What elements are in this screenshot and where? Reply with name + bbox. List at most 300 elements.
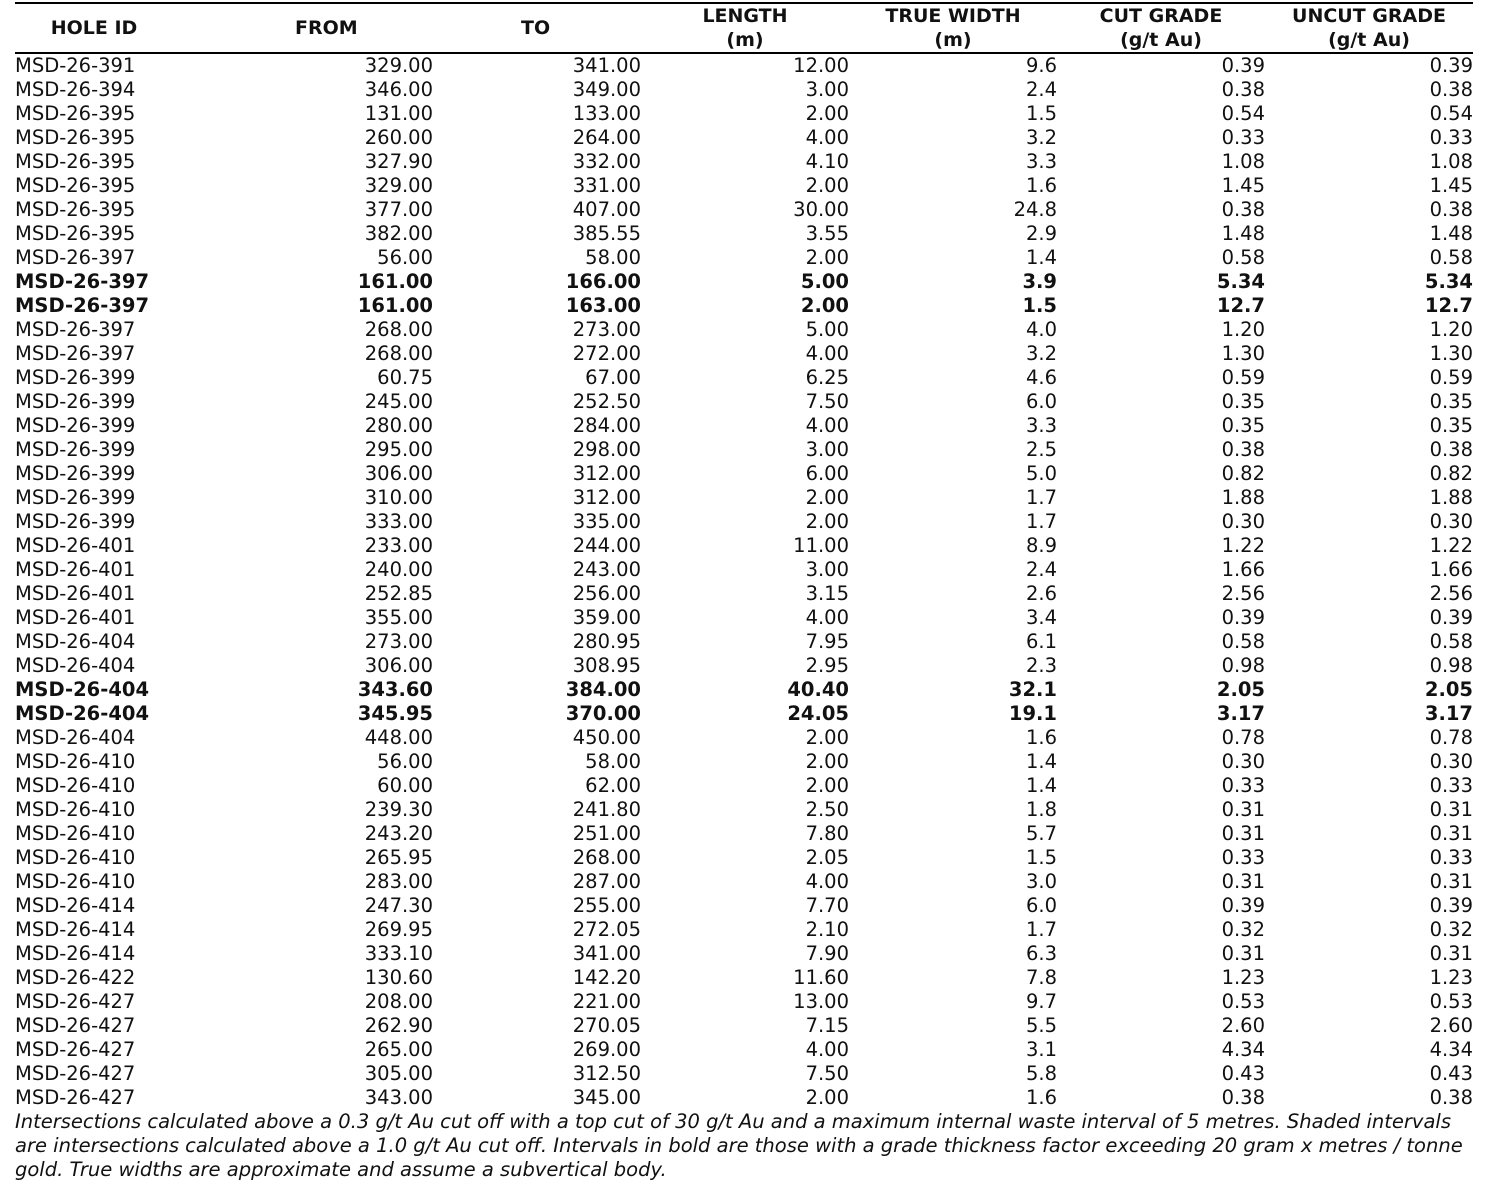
cell-to: 312.50: [572, 1062, 641, 1085]
cell-cut-grade: 0.43: [1221, 1062, 1265, 1085]
cell-length: 2.00: [805, 1086, 849, 1109]
cell-true-width: 3.3: [1025, 414, 1057, 437]
cell-true-width: 4.6: [1025, 366, 1057, 389]
cell-length: 7.80: [805, 822, 849, 845]
cell-hole-id: MSD-26-410: [15, 750, 136, 773]
cell-to: 335.00: [572, 510, 641, 533]
cell-length: 2.00: [805, 246, 849, 269]
cell-to: 58.00: [585, 750, 641, 773]
cell-uncut-grade: 0.33: [1429, 774, 1473, 797]
cell-from: 56.00: [377, 750, 433, 773]
cell-length: 4.00: [805, 342, 849, 365]
cell-length: 3.15: [805, 582, 849, 605]
header-from: FROM: [173, 4, 433, 53]
cell-from: 295.00: [364, 438, 433, 461]
table-row: [15, 486, 1473, 510]
cell-hole-id: MSD-26-427: [15, 1038, 136, 1061]
cell-cut-grade: 0.58: [1221, 246, 1265, 269]
cell-from: 252.85: [364, 582, 433, 605]
cell-uncut-grade: 0.30: [1429, 510, 1473, 533]
cell-length: 40.40: [787, 678, 849, 701]
cell-true-width: 1.6: [1025, 726, 1057, 749]
cell-length: 3.00: [805, 558, 849, 581]
table-row: [15, 294, 1473, 318]
cell-from: 346.00: [364, 78, 433, 101]
table-row: [15, 366, 1473, 390]
table-row: [15, 150, 1473, 174]
cell-true-width: 19.1: [1008, 702, 1057, 725]
cell-from: 262.90: [364, 1014, 433, 1037]
cell-from: 268.00: [364, 318, 433, 341]
table-row: [15, 78, 1473, 102]
cell-cut-grade: 5.34: [1216, 270, 1265, 293]
cell-from: 448.00: [364, 726, 433, 749]
cell-length: 4.10: [805, 150, 849, 173]
table-row: [15, 174, 1473, 198]
cell-length: 2.00: [800, 294, 849, 317]
cell-from: 333.10: [364, 942, 433, 965]
cell-cut-grade: 0.31: [1221, 942, 1265, 965]
table-row: [15, 990, 1473, 1014]
cell-true-width: 32.1: [1008, 678, 1057, 701]
cell-hole-id: MSD-26-395: [15, 198, 136, 221]
cell-to: 58.00: [585, 246, 641, 269]
cell-hole-id: MSD-26-397: [15, 342, 136, 365]
cell-uncut-grade: 0.58: [1429, 630, 1473, 653]
cell-uncut-grade: 0.38: [1429, 198, 1473, 221]
cell-true-width: 5.5: [1025, 1014, 1057, 1037]
cell-uncut-grade: 0.31: [1429, 798, 1473, 821]
cell-true-width: 6.0: [1025, 390, 1057, 413]
cell-cut-grade: 0.82: [1221, 462, 1265, 485]
cell-hole-id: MSD-26-397: [15, 294, 150, 317]
cell-cut-grade: 0.98: [1221, 654, 1265, 677]
cell-length: 2.00: [805, 486, 849, 509]
cell-cut-grade: 2.05: [1216, 678, 1265, 701]
cell-true-width: 3.3: [1025, 150, 1057, 173]
cell-hole-id: MSD-26-394: [15, 78, 136, 101]
cell-to: 407.00: [572, 198, 641, 221]
cell-true-width: 1.7: [1025, 918, 1057, 941]
cell-uncut-grade: 0.53: [1429, 990, 1473, 1013]
cell-hole-id: MSD-26-401: [15, 582, 136, 605]
cell-cut-grade: 12.7: [1216, 294, 1265, 317]
cell-to: 268.00: [572, 846, 641, 869]
cell-length: 2.00: [805, 774, 849, 797]
cell-true-width: 3.4: [1025, 606, 1057, 629]
cell-uncut-grade: 0.30: [1429, 750, 1473, 773]
table-row: [15, 942, 1473, 966]
cell-uncut-grade: 1.23: [1429, 966, 1473, 989]
cell-uncut-grade: 0.82: [1429, 462, 1473, 485]
cell-uncut-grade: 0.43: [1429, 1062, 1473, 1085]
cell-to: 308.95: [572, 654, 641, 677]
table-row: [15, 342, 1473, 366]
table-row: [15, 678, 1473, 702]
table-row: [15, 390, 1473, 414]
cell-cut-grade: 0.39: [1221, 894, 1265, 917]
table-row: [15, 822, 1473, 846]
cell-to: 332.00: [572, 150, 641, 173]
cell-true-width: 3.2: [1025, 126, 1057, 149]
cell-true-width: 3.0: [1025, 870, 1057, 893]
cell-true-width: 1.5: [1025, 102, 1057, 125]
cell-cut-grade: 3.17: [1216, 702, 1265, 725]
cell-cut-grade: 1.20: [1221, 318, 1265, 341]
cell-hole-id: MSD-26-427: [15, 1062, 136, 1085]
cell-length: 3.00: [805, 78, 849, 101]
table-row: [15, 198, 1473, 222]
cell-from: 305.00: [364, 1062, 433, 1085]
cell-hole-id: MSD-26-427: [15, 1014, 136, 1037]
cell-hole-id: MSD-26-397: [15, 246, 136, 269]
cell-length: 24.05: [787, 702, 849, 725]
cell-uncut-grade: 1.48: [1429, 222, 1473, 245]
cell-to: 142.20: [572, 966, 641, 989]
cell-from: 310.00: [364, 486, 433, 509]
cell-uncut-grade: 0.33: [1429, 846, 1473, 869]
cell-to: 244.00: [572, 534, 641, 557]
header-to: TO: [433, 4, 641, 53]
cell-to: 243.00: [572, 558, 641, 581]
cell-to: 384.00: [565, 678, 641, 701]
cell-true-width: 1.6: [1025, 1086, 1057, 1109]
cell-cut-grade: 0.31: [1221, 798, 1265, 821]
cell-from: 355.00: [364, 606, 433, 629]
cell-hole-id: MSD-26-399: [15, 390, 136, 413]
cell-cut-grade: 1.66: [1221, 558, 1265, 581]
cell-from: 273.00: [364, 630, 433, 653]
cell-cut-grade: 1.88: [1221, 486, 1265, 509]
cell-length: 2.00: [805, 510, 849, 533]
cell-hole-id: MSD-26-410: [15, 774, 136, 797]
cell-from: 345.95: [357, 702, 433, 725]
cell-uncut-grade: 1.88: [1429, 486, 1473, 509]
cell-from: 239.30: [364, 798, 433, 821]
cell-true-width: 24.8: [1013, 198, 1057, 221]
cell-true-width: 9.6: [1025, 54, 1057, 77]
cell-from: 306.00: [364, 462, 433, 485]
cell-from: 161.00: [357, 294, 433, 317]
cell-hole-id: MSD-26-410: [15, 822, 136, 845]
cell-to: 298.00: [572, 438, 641, 461]
cell-hole-id: MSD-26-404: [15, 678, 150, 701]
cell-uncut-grade: 0.31: [1429, 942, 1473, 965]
cell-length: 11.00: [793, 534, 849, 557]
cell-hole-id: MSD-26-399: [15, 462, 136, 485]
cell-hole-id: MSD-26-401: [15, 558, 136, 581]
cell-true-width: 1.4: [1025, 774, 1057, 797]
cell-to: 280.95: [572, 630, 641, 653]
cell-to: 251.00: [572, 822, 641, 845]
table-row: [15, 798, 1473, 822]
cell-uncut-grade: 0.39: [1429, 606, 1473, 629]
cell-length: 12.00: [793, 54, 849, 77]
cell-from: 130.60: [364, 966, 433, 989]
cell-from: 233.00: [364, 534, 433, 557]
cell-uncut-grade: 0.31: [1429, 870, 1473, 893]
cell-uncut-grade: 1.30: [1429, 342, 1473, 365]
cell-hole-id: MSD-26-391: [15, 54, 136, 77]
cell-from: 343.60: [357, 678, 433, 701]
cell-length: 7.15: [805, 1014, 849, 1037]
cell-hole-id: MSD-26-399: [15, 486, 136, 509]
cell-hole-id: MSD-26-404: [15, 630, 136, 653]
table-row: [15, 318, 1473, 342]
cell-from: 131.00: [364, 102, 433, 125]
cell-from: 327.90: [364, 150, 433, 173]
cell-cut-grade: 0.78: [1221, 726, 1265, 749]
cell-cut-grade: 0.31: [1221, 870, 1265, 893]
cell-cut-grade: 0.38: [1221, 198, 1265, 221]
cell-true-width: 6.3: [1025, 942, 1057, 965]
cell-from: 56.00: [377, 246, 433, 269]
cell-true-width: 1.7: [1025, 510, 1057, 533]
table-row: [15, 222, 1473, 246]
cell-uncut-grade: 0.39: [1429, 54, 1473, 77]
cell-cut-grade: 0.33: [1221, 774, 1265, 797]
cell-cut-grade: 0.32: [1221, 918, 1265, 941]
cell-cut-grade: 0.39: [1221, 606, 1265, 629]
cell-cut-grade: 1.08: [1221, 150, 1265, 173]
table-row: [15, 966, 1473, 990]
cell-to: 163.00: [565, 294, 641, 317]
table-row: [15, 846, 1473, 870]
cell-from: 329.00: [364, 174, 433, 197]
cell-cut-grade: 0.33: [1221, 846, 1265, 869]
cell-uncut-grade: 2.60: [1429, 1014, 1473, 1037]
cell-to: 312.00: [572, 486, 641, 509]
cell-cut-grade: 2.60: [1221, 1014, 1265, 1037]
cell-length: 3.55: [805, 222, 849, 245]
cell-uncut-grade: 0.31: [1429, 822, 1473, 845]
table-row: [15, 894, 1473, 918]
cell-cut-grade: 0.38: [1221, 438, 1265, 461]
cell-uncut-grade: 1.22: [1429, 534, 1473, 557]
cell-cut-grade: 0.30: [1221, 750, 1265, 773]
cell-to: 67.00: [585, 366, 641, 389]
cell-uncut-grade: 0.38: [1429, 78, 1473, 101]
cell-cut-grade: 0.38: [1221, 78, 1265, 101]
table-row: [15, 438, 1473, 462]
cell-true-width: 1.8: [1025, 798, 1057, 821]
header-uncut-grade: UNCUT GRADE (g/t Au): [1265, 4, 1473, 53]
cell-length: 2.95: [805, 654, 849, 677]
header-true-width: TRUE WIDTH (m): [849, 4, 1057, 53]
cell-to: 287.00: [572, 870, 641, 893]
cell-uncut-grade: 1.66: [1429, 558, 1473, 581]
cell-to: 270.05: [572, 1014, 641, 1037]
cell-cut-grade: 0.35: [1221, 414, 1265, 437]
cell-uncut-grade: 0.39: [1429, 894, 1473, 917]
table-row: [15, 918, 1473, 942]
table-body: [15, 53, 1473, 1110]
table-row: [15, 270, 1473, 294]
cell-hole-id: MSD-26-404: [15, 726, 136, 749]
cell-hole-id: MSD-26-401: [15, 606, 136, 629]
cell-length: 4.00: [805, 1038, 849, 1061]
cell-to: 255.00: [572, 894, 641, 917]
cell-from: 208.00: [364, 990, 433, 1013]
table-row: [15, 870, 1473, 894]
cell-length: 2.05: [805, 846, 849, 869]
cell-cut-grade: 1.30: [1221, 342, 1265, 365]
cell-to: 264.00: [572, 126, 641, 149]
cell-to: 359.00: [572, 606, 641, 629]
cell-uncut-grade: 0.38: [1429, 438, 1473, 461]
table-row: [15, 702, 1473, 726]
cell-hole-id: MSD-26-395: [15, 102, 136, 125]
cell-to: 166.00: [565, 270, 641, 293]
cell-true-width: 5.8: [1025, 1062, 1057, 1085]
cell-to: 62.00: [585, 774, 641, 797]
table-header: [15, 4, 1473, 53]
cell-uncut-grade: 0.59: [1429, 366, 1473, 389]
cell-hole-id: MSD-26-404: [15, 654, 136, 677]
table-row: [15, 726, 1473, 750]
table-row: [15, 558, 1473, 582]
cell-hole-id: MSD-26-410: [15, 798, 136, 821]
cell-true-width: 3.9: [1022, 270, 1057, 293]
cell-length: 2.00: [805, 102, 849, 125]
cell-uncut-grade: 0.98: [1429, 654, 1473, 677]
cell-from: 240.00: [364, 558, 433, 581]
cell-from: 377.00: [364, 198, 433, 221]
cell-from: 382.00: [364, 222, 433, 245]
cell-length: 7.90: [805, 942, 849, 965]
cell-hole-id: MSD-26-414: [15, 894, 136, 917]
table-row: [15, 630, 1473, 654]
table-row: [15, 582, 1473, 606]
cell-length: 11.60: [793, 966, 849, 989]
cell-true-width: 1.5: [1025, 846, 1057, 869]
cell-to: 341.00: [572, 54, 641, 77]
cell-length: 2.10: [805, 918, 849, 941]
cell-cut-grade: 0.35: [1221, 390, 1265, 413]
cell-hole-id: MSD-26-395: [15, 150, 136, 173]
cell-length: 7.95: [805, 630, 849, 653]
table-row: [15, 462, 1473, 486]
cell-true-width: 2.4: [1025, 558, 1057, 581]
cell-hole-id: MSD-26-399: [15, 438, 136, 461]
cell-to: 341.00: [572, 942, 641, 965]
cell-uncut-grade: 1.45: [1429, 174, 1473, 197]
cell-to: 450.00: [572, 726, 641, 749]
table-row: [15, 606, 1473, 630]
cell-to: 241.80: [572, 798, 641, 821]
cell-uncut-grade: 2.05: [1424, 678, 1473, 701]
table-row: [15, 1086, 1473, 1110]
cell-uncut-grade: 0.58: [1429, 246, 1473, 269]
cell-true-width: 1.4: [1025, 750, 1057, 773]
cell-from: 343.00: [364, 1086, 433, 1109]
table-row: [15, 510, 1473, 534]
cell-to: 133.00: [572, 102, 641, 125]
cell-from: 265.95: [364, 846, 433, 869]
cell-from: 247.30: [364, 894, 433, 917]
cell-hole-id: MSD-26-399: [15, 366, 136, 389]
cell-length: 6.25: [805, 366, 849, 389]
cell-true-width: 9.7: [1025, 990, 1057, 1013]
cell-uncut-grade: 0.35: [1429, 414, 1473, 437]
cell-from: 329.00: [364, 54, 433, 77]
cell-true-width: 7.8: [1025, 966, 1057, 989]
cell-length: 7.70: [805, 894, 849, 917]
table-row: [15, 1038, 1473, 1062]
cell-length: 4.00: [805, 126, 849, 149]
cell-uncut-grade: 0.54: [1429, 102, 1473, 125]
table-row: [15, 774, 1473, 798]
table-row: [15, 126, 1473, 150]
cell-from: 60.75: [377, 366, 433, 389]
cell-cut-grade: 1.23: [1221, 966, 1265, 989]
cell-true-width: 5.0: [1025, 462, 1057, 485]
cell-uncut-grade: 12.7: [1424, 294, 1473, 317]
cell-from: 283.00: [364, 870, 433, 893]
cell-cut-grade: 0.53: [1221, 990, 1265, 1013]
cell-to: 272.05: [572, 918, 641, 941]
cell-hole-id: MSD-26-395: [15, 174, 136, 197]
cell-true-width: 2.6: [1025, 582, 1057, 605]
cell-hole-id: MSD-26-427: [15, 990, 136, 1013]
cell-length: 2.50: [805, 798, 849, 821]
cell-uncut-grade: 5.34: [1424, 270, 1473, 293]
cell-true-width: 6.0: [1025, 894, 1057, 917]
cell-cut-grade: 1.48: [1221, 222, 1265, 245]
cell-true-width: 1.4: [1025, 246, 1057, 269]
cell-true-width: 1.7: [1025, 486, 1057, 509]
cell-uncut-grade: 0.32: [1429, 918, 1473, 941]
table-row: [15, 750, 1473, 774]
cell-length: 7.50: [805, 1062, 849, 1085]
cell-cut-grade: 0.30: [1221, 510, 1265, 533]
cell-to: 312.00: [572, 462, 641, 485]
cell-hole-id: MSD-26-410: [15, 846, 136, 869]
cell-cut-grade: 1.22: [1221, 534, 1265, 557]
cell-length: 2.00: [805, 750, 849, 773]
cell-length: 7.50: [805, 390, 849, 413]
cell-true-width: 6.1: [1025, 630, 1057, 653]
cell-true-width: 2.4: [1025, 78, 1057, 101]
cell-uncut-grade: 0.35: [1429, 390, 1473, 413]
cell-from: 280.00: [364, 414, 433, 437]
cell-cut-grade: 2.56: [1221, 582, 1265, 605]
cell-to: 272.00: [572, 342, 641, 365]
table-row: [15, 53, 1473, 78]
header-hole-id: HOLE ID: [15, 4, 173, 53]
cell-length: 3.00: [805, 438, 849, 461]
cell-length: 2.00: [805, 174, 849, 197]
cell-length: 5.00: [805, 318, 849, 341]
table-row: [15, 414, 1473, 438]
cell-cut-grade: 0.38: [1221, 1086, 1265, 1109]
cell-cut-grade: 1.45: [1221, 174, 1265, 197]
cell-hole-id: MSD-26-414: [15, 942, 136, 965]
drill-results-table: [15, 4, 1473, 1110]
cell-hole-id: MSD-26-427: [15, 1086, 136, 1109]
table-row: [15, 102, 1473, 126]
header-length: LENGTH (m): [641, 4, 849, 53]
cell-from: 245.00: [364, 390, 433, 413]
cell-from: 268.00: [364, 342, 433, 365]
cell-cut-grade: 0.39: [1221, 54, 1265, 77]
cell-true-width: 8.9: [1025, 534, 1057, 557]
cell-true-width: 1.6: [1025, 174, 1057, 197]
cell-to: 385.55: [572, 222, 641, 245]
cell-true-width: 1.5: [1022, 294, 1057, 317]
cell-to: 331.00: [572, 174, 641, 197]
cell-hole-id: MSD-26-404: [15, 702, 150, 725]
